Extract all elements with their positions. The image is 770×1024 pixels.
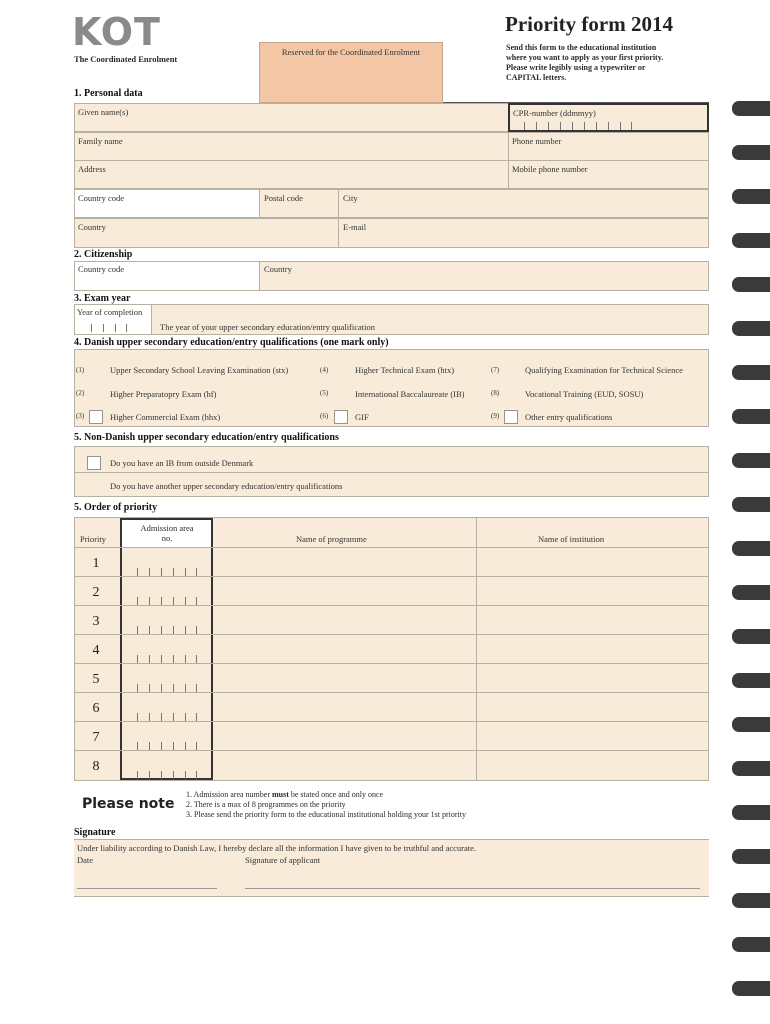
binder-tab [732, 981, 770, 996]
priority-number: 3 [92, 614, 100, 629]
priority-number: 6 [92, 701, 100, 716]
option-num: (3) [76, 412, 85, 420]
cpr-label: CPR-number (ddmmyy) [513, 108, 596, 118]
instructions [506, 43, 663, 83]
col-institution: Name of institution [538, 534, 605, 544]
binder-tab [732, 893, 770, 908]
binder-tab [732, 189, 770, 204]
col-priority: Priority [80, 534, 106, 544]
year-of-completion-label: Year of completion [77, 307, 143, 317]
binder-tab [732, 321, 770, 336]
country-label: Country [78, 222, 106, 232]
option-hhx[interactable]: Higher Commercial Exam (hhx) [110, 412, 221, 422]
binder-tab [732, 805, 770, 820]
city-label: City [343, 193, 358, 203]
binder-tab [732, 629, 770, 644]
mobile-field[interactable] [508, 160, 709, 189]
admission-input[interactable] [137, 568, 197, 576]
reserved-label: Reserved for the Coordinated Enrolment [281, 47, 421, 57]
col-programme: Name of programme [296, 534, 367, 544]
danish-heading-text: 4. Danish upper secondary education/entry qualifications [74, 337, 318, 348]
binder-tab [732, 761, 770, 776]
mobile-label: Mobile phone number [512, 164, 588, 174]
binder-tab [732, 541, 770, 556]
signature-line[interactable] [245, 888, 700, 889]
city-field[interactable] [338, 189, 709, 218]
option-num: (2) [76, 389, 85, 397]
section-personal-heading: 1. Personal data [74, 88, 143, 99]
binder-tab [732, 145, 770, 160]
binder-tab [732, 849, 770, 864]
admission-input[interactable] [137, 655, 197, 663]
checkbox-hhx[interactable] [89, 410, 103, 424]
option-technical-science[interactable]: Qualifying Examination for Technical Science [525, 365, 683, 375]
option-htx[interactable]: Higher Technical Exam (htx) [355, 365, 455, 375]
option-other[interactable]: Other entry qualifications [525, 412, 613, 422]
binder-tab [732, 673, 770, 688]
checkbox-other[interactable] [504, 410, 518, 424]
binder-tab [732, 585, 770, 600]
option-stx[interactable]: Upper Secondary School Leaving Examination (stx) [110, 365, 289, 375]
instruction-line: Please write legibly using a typewriter or [506, 63, 646, 72]
postal-code-label: Postal code [264, 193, 303, 203]
note-line-1 [186, 790, 466, 800]
binder-tab [732, 453, 770, 468]
option-num: (6) [320, 412, 329, 420]
country-code-label: Country code [78, 193, 125, 203]
section-exam-year-heading: 3. Exam year [74, 293, 131, 304]
exam-year-desc: The year of your upper secondary education/entry qualification [160, 322, 376, 332]
note-line-1-bold: must [271, 790, 289, 799]
country-field[interactable] [74, 218, 339, 248]
option-num: (7) [491, 366, 500, 374]
signature-label: Signature of applicant [245, 855, 321, 865]
given-names-field[interactable] [74, 103, 509, 132]
family-name-label: Family name [78, 136, 123, 146]
cpr-field[interactable] [508, 103, 709, 132]
instruction-line: Send this form to the educational institution [506, 43, 657, 52]
priority-number: 4 [92, 643, 100, 658]
email-field[interactable] [338, 218, 709, 248]
admission-input[interactable] [137, 742, 197, 750]
binder-tab [732, 365, 770, 380]
binder-tab [732, 497, 770, 512]
year-of-completion-field[interactable] [74, 304, 152, 335]
org-name: The Coordinated Enrolment [74, 54, 178, 64]
page-title: Priority form 2014 [505, 12, 673, 36]
option-num: (5) [320, 389, 329, 397]
note-lines [186, 790, 466, 820]
note-line-1-post: be stated once and only once [288, 790, 384, 799]
binder-tab [732, 937, 770, 952]
admission-column-border [120, 518, 213, 780]
option-hf[interactable]: Higher Preparatopry Exam (hf) [110, 389, 217, 399]
citizenship-country-code-field[interactable] [74, 261, 260, 291]
admission-input[interactable] [137, 771, 197, 779]
postal-code-field[interactable] [259, 189, 339, 218]
declaration-text: Under liability according to Danish Law, I hereby declare all the information I have given to be truthful and accurate. [77, 843, 477, 853]
priority-number: 5 [92, 672, 100, 687]
phone-label: Phone number [512, 136, 562, 146]
option-gif[interactable]: GIF [355, 412, 369, 422]
option-num: (9) [491, 412, 500, 420]
note-line-2: 2. There is a max of 8 programmes on the priority [186, 800, 346, 809]
option-num: (8) [491, 389, 500, 397]
given-names-label: Given name(s) [78, 107, 129, 117]
section-priority-heading: 5. Order of priority [74, 502, 158, 513]
priority-number: 8 [92, 759, 100, 774]
binder-tab [732, 409, 770, 424]
address-label: Address [78, 164, 106, 174]
binder-tab [732, 717, 770, 732]
exam-year-desc-cell [151, 304, 709, 335]
citizenship-country-field[interactable] [259, 261, 709, 291]
please-note-title: Please note [82, 796, 175, 812]
danish-heading-note: (one mark only) [320, 337, 389, 348]
option-ib[interactable]: International Baccalaureate (IB) [355, 389, 465, 399]
priority-number: 1 [92, 556, 100, 571]
question-other-qualification: Do you have another upper secondary education/entry qualifications [110, 481, 343, 491]
section-danish-heading [74, 337, 389, 348]
country-code-field[interactable] [74, 189, 260, 218]
kot-logo: KOT [72, 10, 161, 54]
email-label: E-mail [343, 222, 367, 232]
section-non-danish-heading: 5. Non-Danish upper secondary education/entry qualifications [74, 432, 339, 443]
instruction-line: CAPITAL letters. [506, 73, 567, 82]
admission-input[interactable] [137, 597, 197, 605]
admission-input[interactable] [137, 626, 197, 634]
section-citizenship-heading: 2. Citizenship [74, 249, 133, 260]
phone-field[interactable] [508, 132, 709, 161]
option-vocational[interactable]: Vocational Training (EUD, SOSU) [525, 389, 644, 399]
priority-number: 7 [92, 730, 100, 745]
family-name-field[interactable] [74, 132, 509, 161]
citizenship-country-code-label: Country code [78, 264, 125, 274]
note-line-1-pre: 1. Admission area number [186, 790, 272, 799]
section-signature-heading: Signature [74, 827, 116, 838]
binder-tab [732, 101, 770, 116]
reserved-box [259, 42, 443, 103]
binder-tab [732, 233, 770, 248]
admission-input[interactable] [137, 713, 197, 721]
binder-tab [732, 277, 770, 292]
option-num: (4) [320, 366, 329, 374]
note-line-3: 3. Please send the priority form to the educational institutional holding your 1st priority [186, 810, 466, 819]
date-line[interactable] [77, 888, 217, 889]
admission-input[interactable] [137, 684, 197, 692]
citizenship-country-label: Country [264, 264, 292, 274]
priority-number: 2 [92, 585, 100, 600]
date-label: Date [77, 855, 94, 865]
checkbox-gif[interactable] [334, 410, 348, 424]
address-field[interactable] [74, 160, 509, 189]
instruction-line: where you want to apply as your first priority. [506, 53, 664, 62]
option-num: (1) [76, 366, 85, 374]
col-admission: Admission area no. [140, 523, 194, 543]
question-ib-outside: Do you have an IB from outside Denmark [110, 458, 254, 468]
checkbox-ib-outside[interactable] [87, 456, 101, 470]
